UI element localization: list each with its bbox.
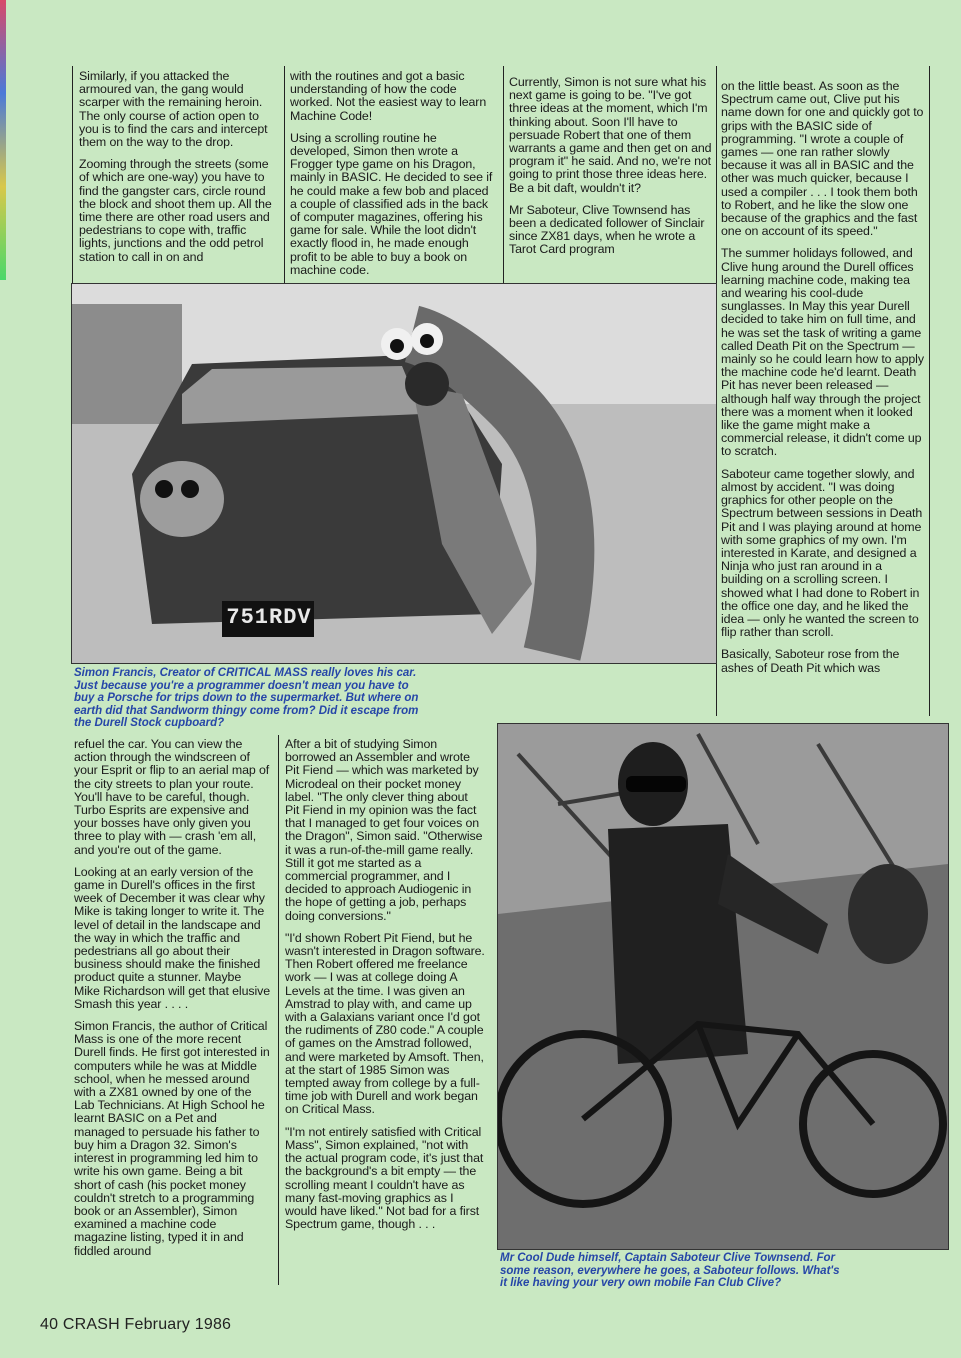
photo-car-illustration — [72, 284, 716, 663]
column-bottom-1 — [74, 738, 270, 1267]
paragraph: Similarly, if you attacked the armoured van, the gang would scarper with the remaining heroin. The only course of action open to you is to find the cars and intercept them on the way to the drop. — [79, 69, 268, 150]
paragraph: Zooming through the streets (some of which are one-way) you have to find the gangster cars, circle round the block and shoot them up. All the time there are other road users and pedestrians to cope with, traffic lights, junctions and the odd petrol station to call in on and — [79, 157, 272, 264]
page-footer: 40 CRASH February 1986 — [40, 1316, 232, 1333]
paragraph: "I'd shown Robert Pit Fiend, but he wasn't interested in Dragon software. Then Robert offered me freelance work — I was at college doing A Levels at the time. I was given an Amstrad to play with, and came up with a Galaxians variant once I'd got the rudiments of Z80 code." A couple of games on the Amstrad followed, and were marketed by Amsoft. Then, at the start of 1985 Simon was tempted away from college by a full-time job with Durell and work began on Critical Mass. — [285, 930, 485, 1117]
photo-clive-bicycle — [497, 723, 949, 1250]
paragraph: After a bit of studying Simon borrowed an Assembler and wrote Pit Fiend — which was marketed by Microdeal on their pocket money label. "The only clever thing about Pit Fiend in my opinion was the fact that I managed to get four voices on the Dragon", Simon said. "Otherwise it was a run-of-the-mill game really. Still it got me started as a commercial programmer, and I decided to approach Audiogenic in the hope of getting a job, perhaps doing conversions." — [285, 737, 483, 923]
page-edge-strip — [0, 0, 6, 280]
paragraph: Basically, Saboteur rose from the ashes of Death Pit which was — [721, 647, 900, 675]
paragraph: Using a scrolling routine he developed, Simon then wrote a Frogger type game on his Dragon, mainly in BASIC. He decided to see if he could make a few bob and placed a couple of classified ads in the back of computer magazines, offering his game for sale. While the loot didn't exactly flood in, he made enough profit to be able to buy a book on machine code. — [290, 130, 493, 277]
column-rule — [503, 66, 504, 284]
caption-photo-2: Mr Cool Dude himself, Captain Saboteur Clive Townsend. For some reason, everywhere he goes, a Saboteur follows. What's it like having your very own mobile Fan Club Clive? — [500, 1252, 840, 1289]
column-rule — [929, 66, 930, 716]
license-plate-text: 751RDV — [226, 605, 312, 630]
paragraph: refuel the car. You can view the action through the windscreen of your Esprit or flip to an aerial map of the city streets to plan your route. You'll have to be careful, though. Turbo Esprits are expensive and your bosses have only given you three to play with — crash 'em all, and you're out of the game. — [74, 737, 270, 857]
paragraph: The summer holidays followed, and Clive hung around the Durell offices learning machine code, making tea and wearing his cool-dude sunglasses. In May this year Durell decided to take him on full time, and he was set the task of writing a game called Death Pit on the Spectrum — mainly so he could learn how to apply the machine code he'd learnt. Death Pit has never been released — although half way through the project there was a moment when it looked like the game might make a commercial release, it didn't come up to scratch. — [721, 246, 924, 459]
column-rule — [284, 66, 285, 284]
column-top-2 — [290, 70, 498, 286]
photo-car-sandworm — [71, 283, 717, 664]
paragraph: Looking at an early version of the game in Durell's offices in the first week of December it was clear why Mike is taking longer to write it. The level of detail in the landscape and the way in which the traffic and pedestrians all go about their business should make the finished product quite a stunner. Maybe Mike Richardson will get that elusive Smash this year . . . . — [74, 864, 271, 1011]
paragraph: "I'm not entirely satisfied with Critical Mass", Simon explained, "not with the actual program code, it's just that the background's a bit empty — the scrolling meant I couldn't have as many fast-moving graphics as I would have liked." Not bad for a first Spectrum game, though . . . — [285, 1124, 484, 1232]
column-rule — [278, 735, 279, 1285]
photo-bicycle-illustration — [498, 724, 948, 1249]
column-top-3 — [509, 76, 713, 266]
column-top-1 — [79, 70, 279, 273]
column-right — [721, 80, 926, 684]
paragraph: with the routines and got a basic understanding of how the code worked. Not the easiest way to learn Machine Code! — [290, 69, 487, 123]
paragraph: Simon Francis, the author of Critical Mass is one of the more recent Durell finds. He first got interested in computers while he was at Middle school, when he messed around with a ZX81 owned by one of the Lab Technicians. At High School he learnt BASIC on a Pet and managed to persuade his father to buy him a Dragon 32. Simon's interest in programming led him to write his own game. Being a bit short of cash (his pocket money couldn't stretch to a programming book or an Assembler), Simon examined a machine code magazine listing, typed it in and fiddled around — [74, 1019, 270, 1258]
paragraph: Currently, Simon is not sure what his next game is going to be. "I've got three ideas at the moment, which I'm thinking about. Soon I'll have to persuade Robert that one of them warrants a game and then get on and program it" he said. And no, we're not going to print those three ideas here. Be a bit daft, wouldn't it? — [509, 75, 712, 195]
column-bottom-2 — [285, 738, 485, 1240]
paragraph: Mr Saboteur, Clive Townsend has been a dedicated follower of Sinclair since ZX81 days, when he wrote a Tarot Card program — [509, 202, 705, 257]
paragraph: on the little beast. As soon as the Spectrum came out, Clive put his name down for one and quickly got to grips with the BASIC side of programming. "I wrote a couple of games — one ran rather slowly because it was all in BASIC and the other was much quicker, because I used a compiler . . . I took them both to Robert, and he like the slow one because of the graphics and the fast one on account of its speed." — [721, 79, 924, 239]
column-rule — [72, 66, 73, 294]
paragraph: Saboteur came together slowly, and almost by accident. "I was doing graphics for other people on the Spectrum between sessions in Death Pit and I was playing around at home with some graphics of my own. I'm interested in Karate, and designed a Ninja who just ran around in a building on a scrolling screen. I showed what I had done to Robert in the office one day, and he liked the idea — only he wanted the screen to flip rather than scroll. — [721, 466, 923, 640]
caption-photo-1: Simon Francis, Creator of CRITICAL MASS really loves his car. Just because you're a programmer doesn't mean you have to buy a Porsche for trips down to the supermarket. But where on earth did that Sandworm thingy come from? Did it escape from the Durell Stock cupboard? — [74, 667, 419, 729]
